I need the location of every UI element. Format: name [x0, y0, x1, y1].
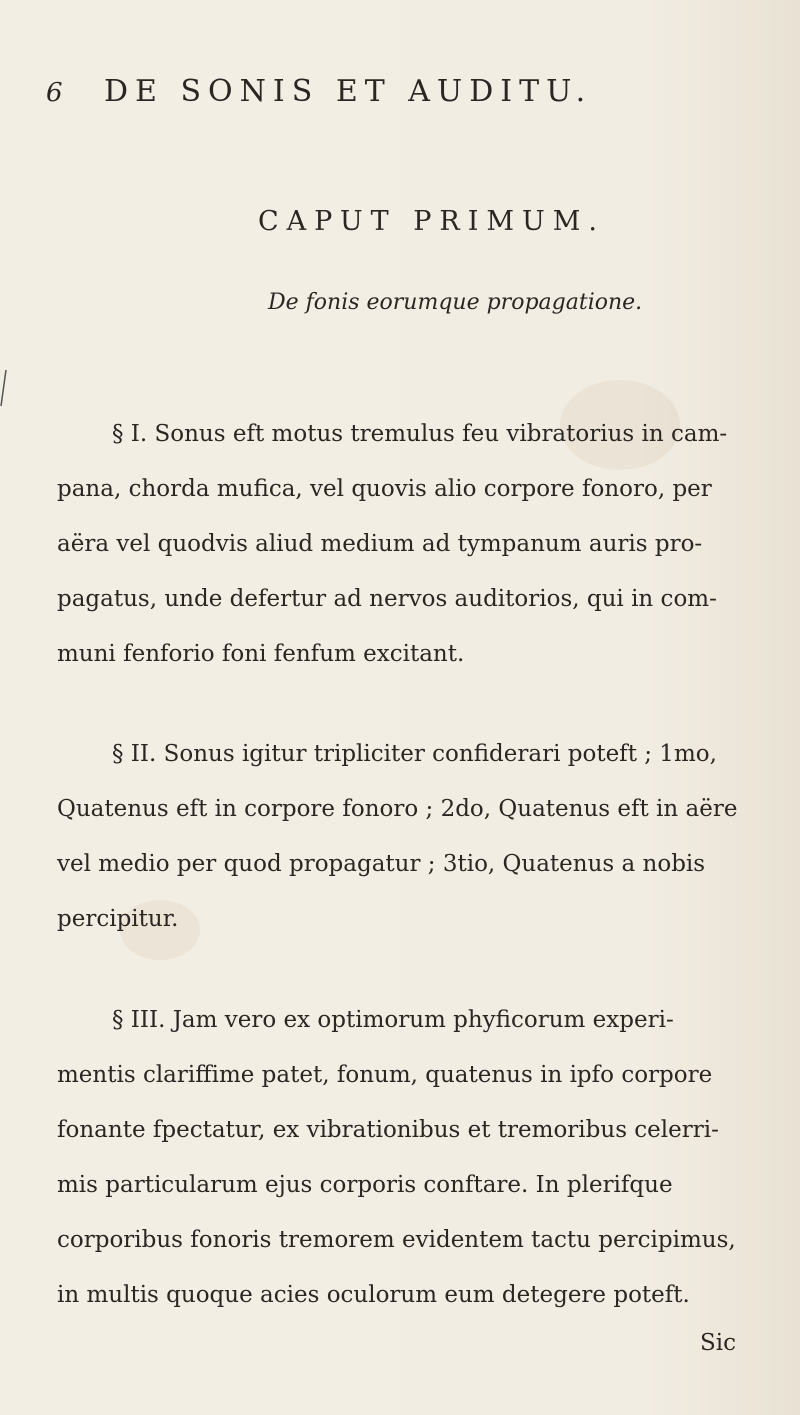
body-line: § II. Sonus igitur tripliciter confiderari poteft ; 1mo, [112, 741, 717, 767]
running-title: DE SONIS ET AUDITU. [104, 74, 593, 109]
body-line: aëra vel quodvis aliud medium ad tympanum auris pro- [57, 531, 703, 557]
body-line: in multis quoque acies oculorum eum detegere poteft. [57, 1282, 690, 1308]
body-line: muni fenforio foni fenfum excitant. [57, 641, 465, 667]
body-line: pana, chorda mufica, vel quovis alio corpore fonoro, per [57, 476, 712, 502]
margin-mark-icon [0, 370, 8, 406]
body-line: Quatenus eft in corpore fonoro ; 2do, Quatenus eft in aëre [57, 796, 738, 822]
body-line: vel medio per quod propagatur ; 3tio, Quatenus a nobis [57, 851, 706, 877]
chapter-subtitle: De fonis eorumque propagatione. [268, 290, 643, 315]
running-head [44, 74, 764, 114]
body-line: fonante fpectatur, ex vibrationibus et tremoribus celerri- [57, 1117, 719, 1143]
body-line: percipitur. [57, 906, 179, 932]
chapter-heading: CAPUT PRIMUM. [258, 206, 605, 237]
body-line: mentis clariffime patet, fonum, quatenus in ipfo corpore [57, 1062, 713, 1088]
body-line: corporibus fonoris tremorem evidentem tactu percipimus, [57, 1227, 736, 1253]
body-line: pagatus, unde defertur ad nervos auditorios, qui in com- [57, 586, 717, 612]
page-number: 6 [46, 78, 63, 108]
body-line: mis particularum ejus corporis conftare. In plerifque [57, 1172, 673, 1198]
body-line: § III. Jam vero ex optimorum phyficorum experi- [112, 1007, 674, 1033]
catchword: Sic [700, 1330, 736, 1356]
body-line: § I. Sonus eft motus tremulus feu vibratorius in cam- [112, 421, 728, 447]
